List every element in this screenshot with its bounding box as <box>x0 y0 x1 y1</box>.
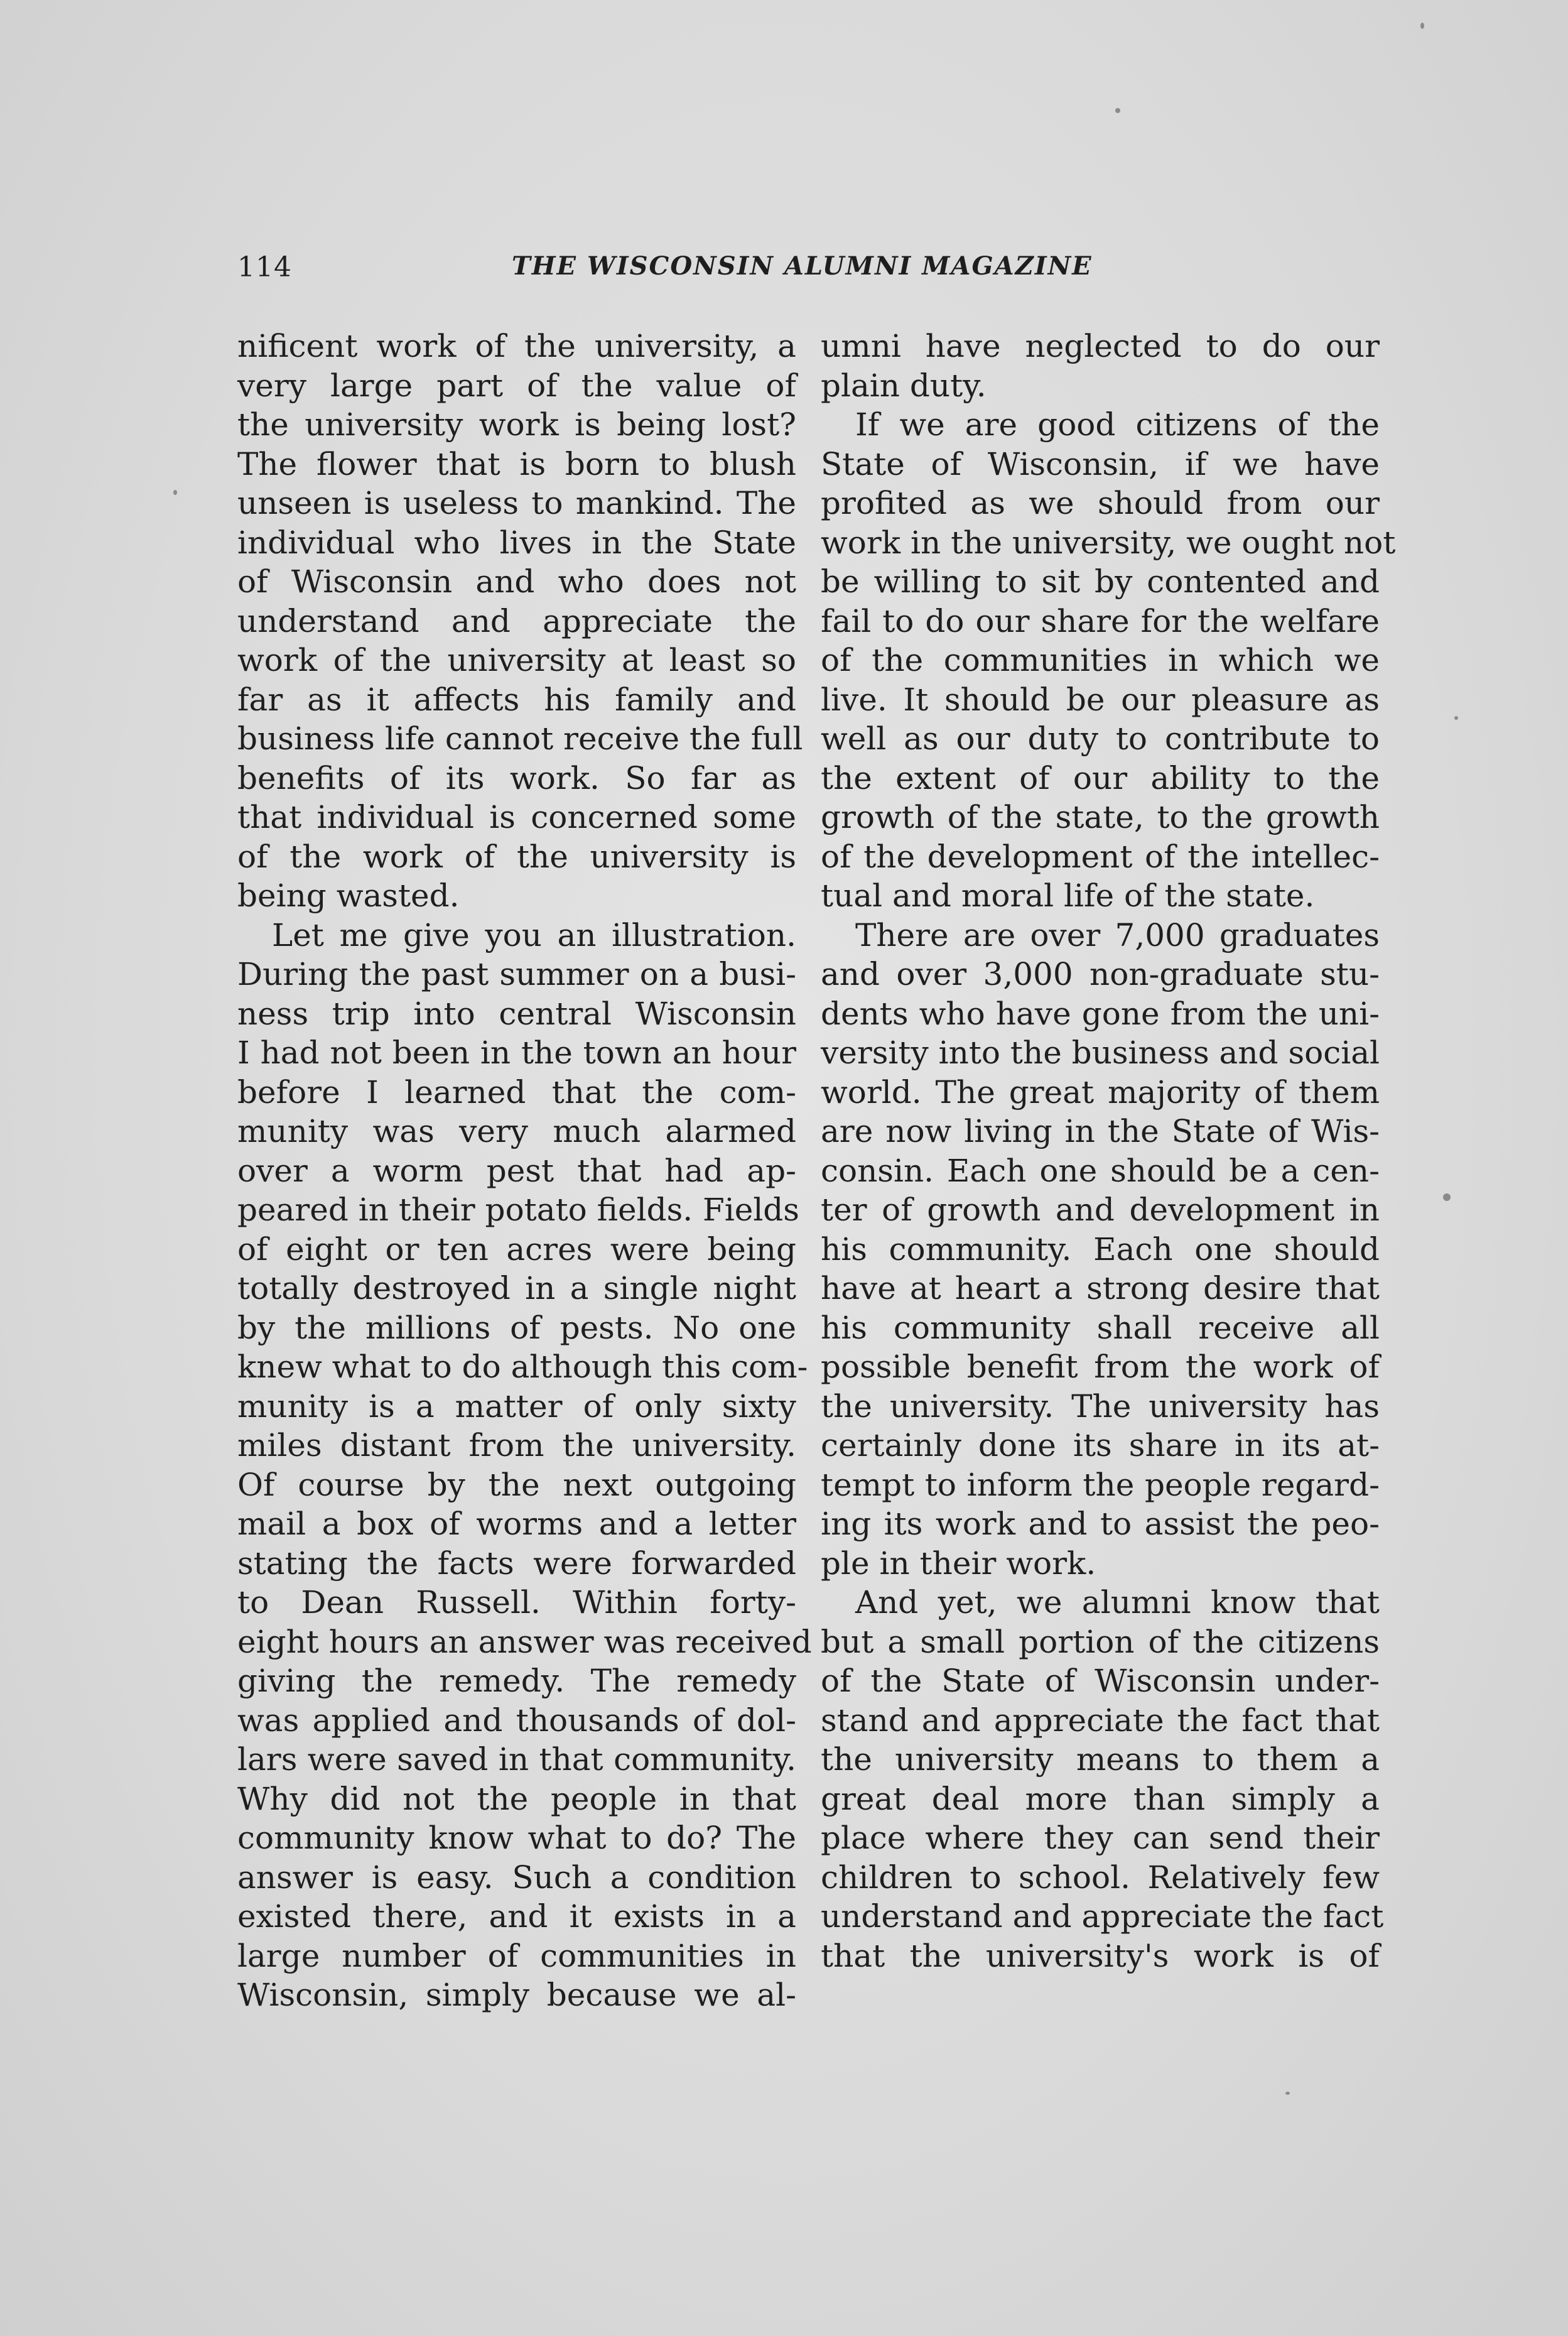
text-line: possible benefit from the work of <box>821 1349 1380 1385</box>
text-line: but a small portion of the citizens <box>821 1623 1380 1660</box>
page-number: 114 <box>237 251 292 283</box>
text-line: his community. Each one should <box>821 1230 1380 1268</box>
text-line: ness trip into central Wisconsin <box>237 995 796 1032</box>
text-line: certainly done its share in its at- <box>821 1427 1380 1464</box>
text-line: individual who lives in the State <box>237 524 796 561</box>
text-line: totally destroyed in a single night <box>237 1270 796 1307</box>
text-line: the university work is being lost? <box>237 406 796 443</box>
text-line: The flower that is born to blush <box>237 445 796 482</box>
paper-speck <box>173 490 177 495</box>
text-line: I had not been in the town an hour <box>237 1035 796 1071</box>
text-line: giving the remedy. The remedy <box>237 1663 796 1699</box>
text-line: plain duty. <box>821 367 987 404</box>
paper-speck <box>1115 108 1120 113</box>
text-line: miles distant from the university. <box>237 1427 796 1464</box>
text-line: the university. The university has <box>821 1388 1380 1425</box>
text-line: the university means to them a <box>821 1741 1380 1778</box>
text-line: unseen is useless to mankind. The <box>237 485 796 521</box>
text-line: of the work of the university is <box>237 838 796 875</box>
text-line: place where they can send their <box>821 1820 1380 1856</box>
text-line: over a worm pest that had ap- <box>237 1152 796 1189</box>
text-line: There are over 7,000 graduates <box>855 916 1380 953</box>
text-line: understand and appreciate the <box>237 602 796 639</box>
text-line: are now living in the State of Wis- <box>821 1113 1380 1149</box>
text-line: community know what to do? The <box>237 1820 796 1856</box>
right-column <box>821 327 1396 1975</box>
text-line: ing its work and to assist the peo- <box>821 1506 1380 1542</box>
text-line: nificent work of the university, a <box>237 328 796 364</box>
text-line: of Wisconsin and who does not <box>237 563 796 600</box>
text-line: Wisconsin, simply because we al- <box>237 1977 796 2013</box>
text-line: well as our duty to contribute to <box>821 720 1380 757</box>
text-line: State of Wisconsin, if we have <box>821 445 1380 482</box>
paper-speck <box>1454 716 1458 720</box>
text-line: his community shall receive all <box>821 1309 1380 1346</box>
text-line: understand and appreciate the fact <box>821 1898 1384 1935</box>
text-line: by the millions of pests. No one <box>237 1309 796 1346</box>
paper-speck <box>1443 1193 1451 1201</box>
left-column <box>237 327 812 2015</box>
text-line: ter of growth and development in <box>821 1192 1380 1228</box>
text-line: children to school. Relatively few <box>821 1859 1380 1896</box>
text-line: mail a box of worms and a letter <box>237 1506 796 1542</box>
text-line: profited as we should from our <box>821 485 1380 521</box>
text-line: work in the university, we ought not <box>821 524 1396 561</box>
text-line: fail to do our share for the welfare <box>821 602 1380 639</box>
text-line: great deal more than simply a <box>821 1780 1380 1817</box>
text-line: answer is easy. Such a condition <box>237 1859 796 1896</box>
text-line: business life cannot receive the full <box>237 720 803 757</box>
text-line: Let me give you an illustration. <box>272 916 796 953</box>
text-line: peared in their potato fields. Fields <box>237 1192 799 1228</box>
text-line: Why did not the people in that <box>237 1780 796 1817</box>
text-line: consin. Each one should be a cen- <box>821 1152 1380 1189</box>
text-line: eight hours an answer was received <box>237 1623 812 1660</box>
paper-speck <box>1420 23 1424 29</box>
text-line: dents who have gone from the uni- <box>821 995 1380 1032</box>
text-line: And yet, we alumni know that <box>855 1584 1380 1621</box>
text-line: munity was very much alarmed <box>237 1113 796 1149</box>
text-line: stating the facts were forwarded <box>237 1545 796 1582</box>
text-line: tempt to inform the people regard- <box>821 1466 1380 1503</box>
text-line: world. The great majority of them <box>821 1073 1380 1111</box>
text-line: of eight or ten acres were being <box>237 1230 796 1268</box>
magazine-title: THE WISCONSIN ALUMNI MAGAZINE <box>512 251 1093 281</box>
text-line: tual and moral life of the state. <box>821 877 1315 914</box>
text-line: live. It should be our pleasure as <box>821 681 1380 718</box>
text-line: far as it affects his family and <box>237 681 796 718</box>
text-line: be willing to sit by contented and <box>821 563 1380 600</box>
text-line: existed there, and it exists in a <box>237 1898 796 1935</box>
text-line: munity is a matter of only sixty <box>237 1388 796 1425</box>
text-line: lars were saved in that community. <box>237 1741 796 1778</box>
text-line: benefits of its work. So far as <box>237 759 796 796</box>
text-line: and over 3,000 non-graduate stu- <box>821 956 1380 992</box>
paper-speck <box>1285 2092 1290 2095</box>
text-line: Of course by the next outgoing <box>237 1466 796 1503</box>
text-line: of the communities in which we <box>821 642 1380 678</box>
text-line: umni have neglected to do our <box>821 328 1380 364</box>
text-line: During the past summer on a busi- <box>237 956 796 992</box>
text-line: the extent of our ability to the <box>821 759 1380 796</box>
text-line: was applied and thousands of dol- <box>237 1702 796 1739</box>
text-line: ple in their work. <box>821 1545 1096 1582</box>
text-line: that individual is concerned some <box>237 799 796 835</box>
text-line: to Dean Russell. Within forty- <box>237 1584 796 1621</box>
text-line: large number of communities in <box>237 1937 796 1974</box>
text-line: of the State of Wisconsin under- <box>821 1663 1380 1699</box>
text-line: knew what to do although this com- <box>237 1349 808 1385</box>
text-line: versity into the business and social <box>821 1035 1380 1071</box>
text-line: of the development of the intellec- <box>821 838 1380 875</box>
text-line: that the university's work is of <box>821 1937 1380 1974</box>
text-line: very large part of the value of <box>237 367 796 404</box>
text-line: work of the university at least so <box>237 642 796 678</box>
text-line: stand and appreciate the fact that <box>821 1702 1380 1739</box>
running-head <box>237 251 1368 295</box>
text-line: before I learned that the com- <box>237 1073 796 1111</box>
text-line: have at heart a strong desire that <box>821 1270 1380 1307</box>
text-line: growth of the state, to the growth <box>821 799 1380 835</box>
text-line: If we are good citizens of the <box>855 406 1380 443</box>
text-line: being wasted. <box>237 877 460 914</box>
